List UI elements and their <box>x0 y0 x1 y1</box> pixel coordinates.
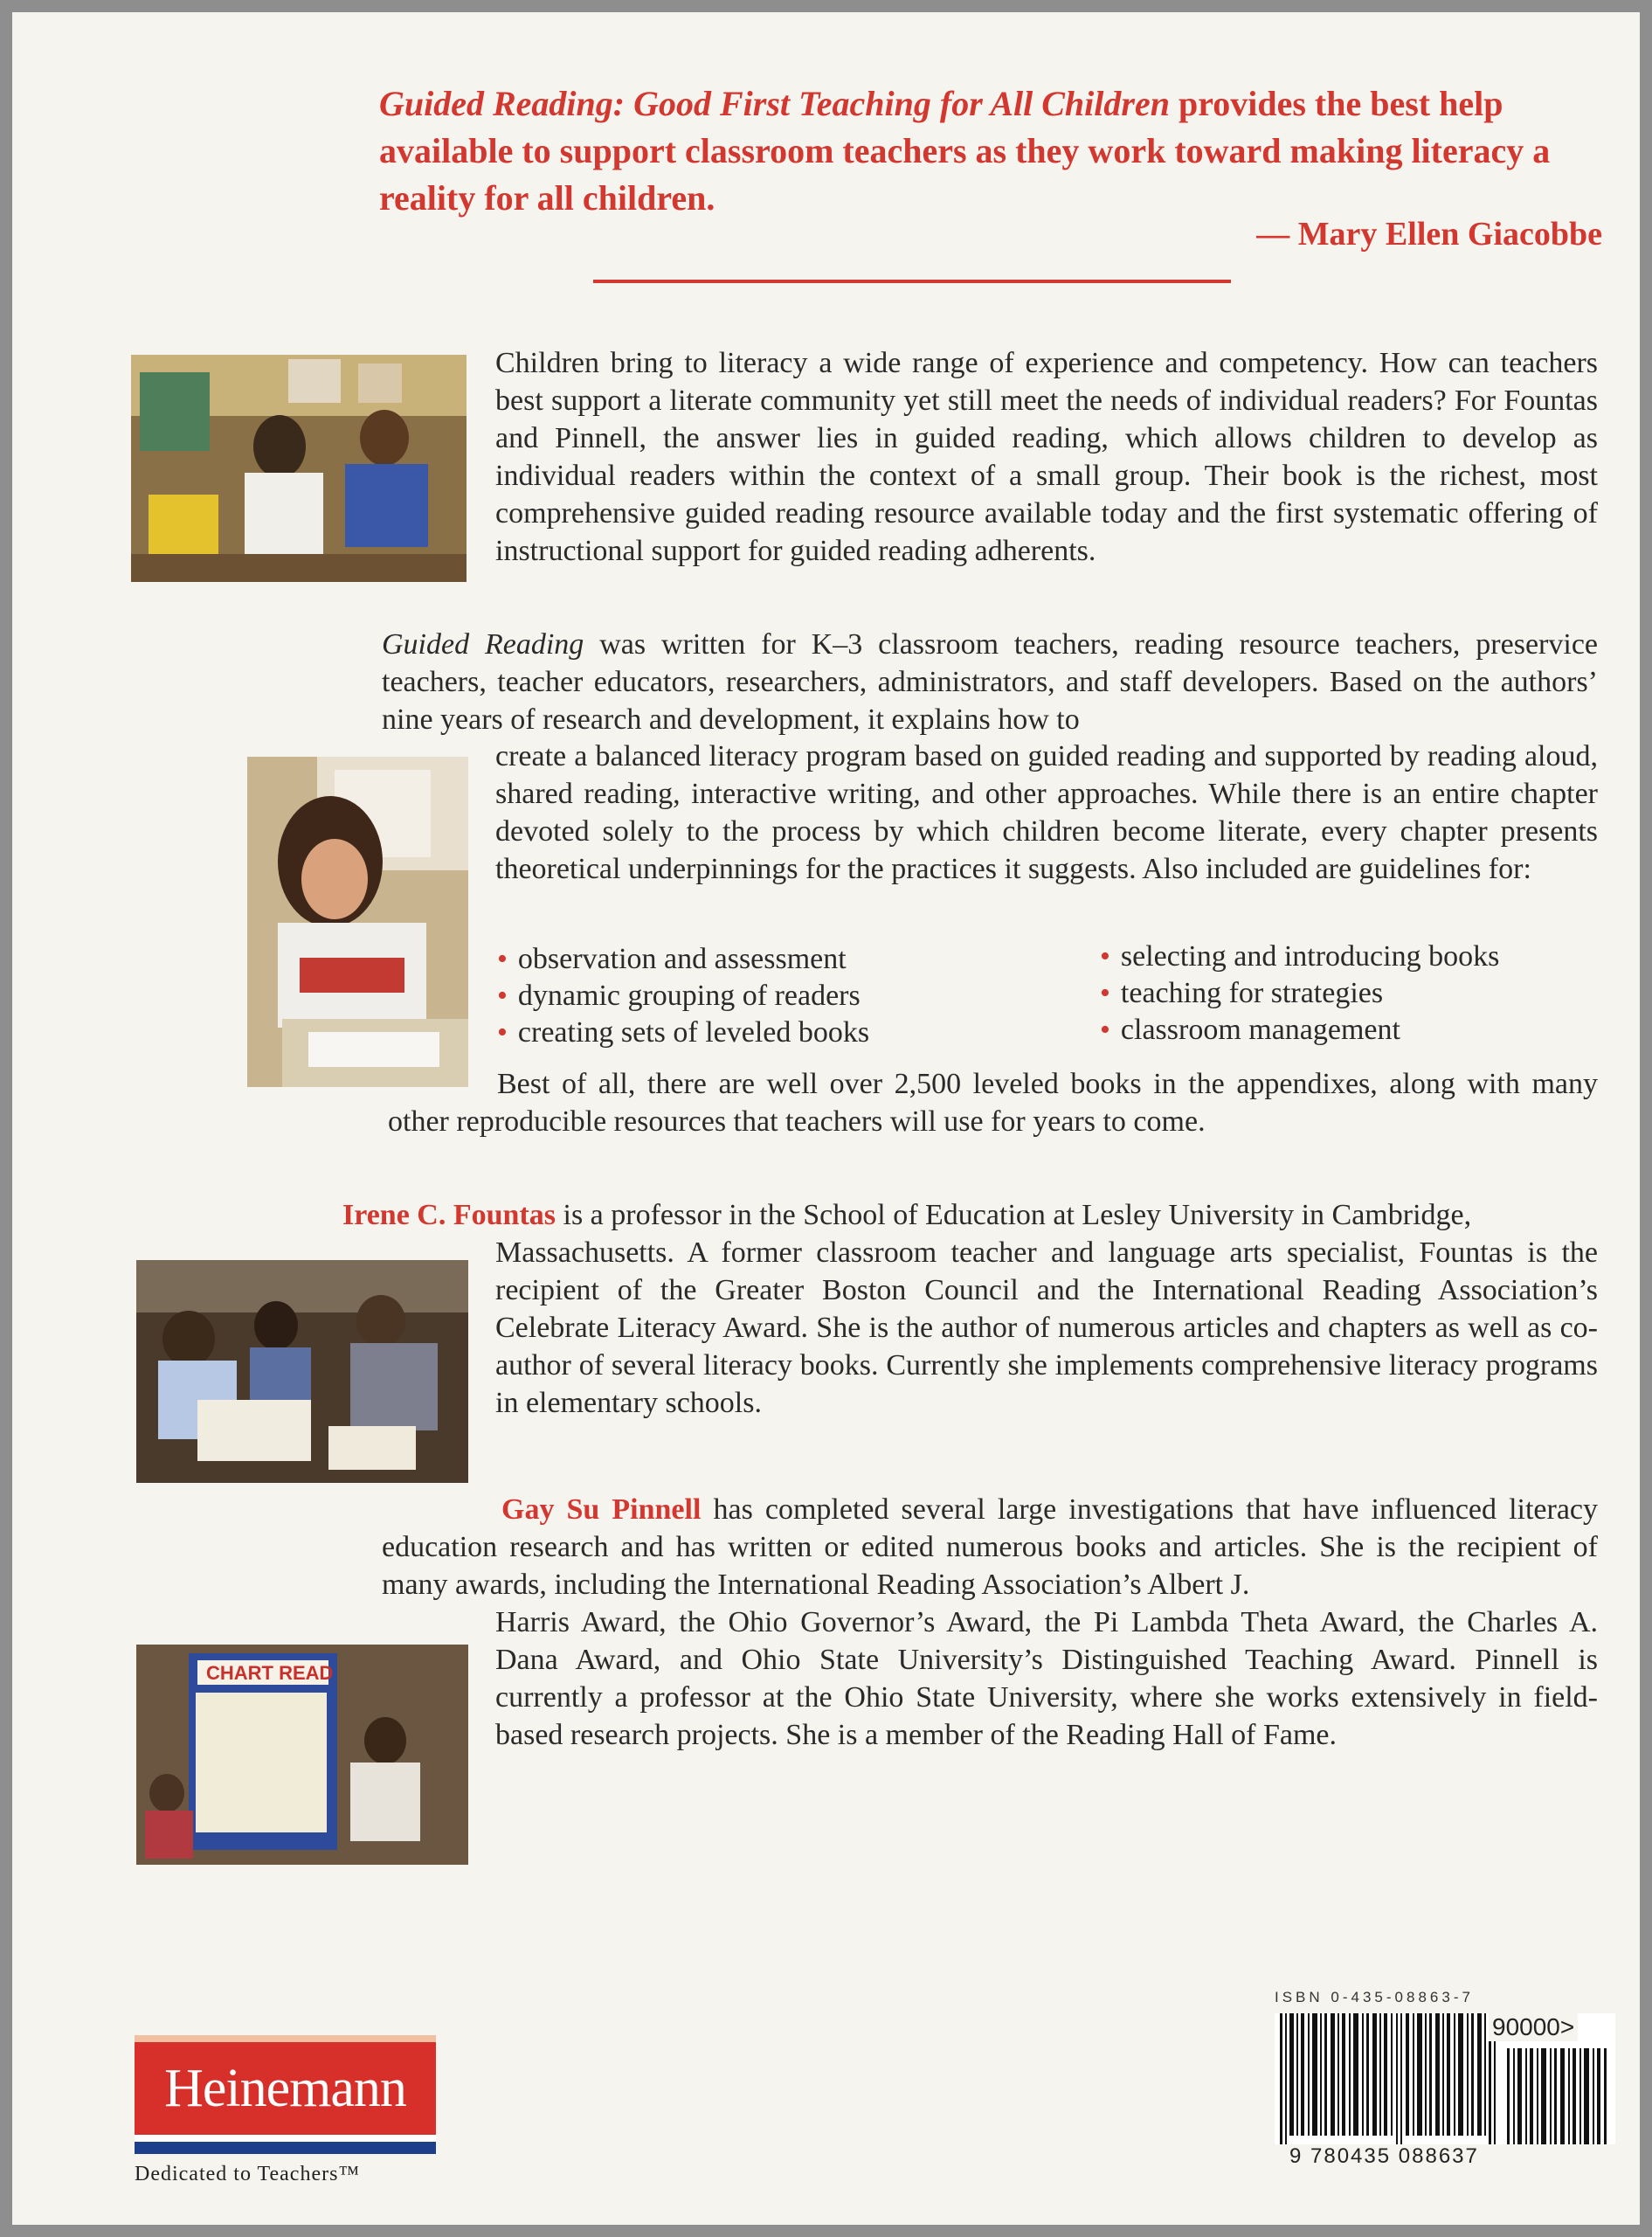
pinnell-name: Gay Su Pinnell <box>501 1493 702 1526</box>
guideline-item: • dynamic grouping of readers <box>497 980 861 1012</box>
guideline-item: • selecting and introducing books <box>1100 940 1500 973</box>
description-book-title: Guided Reading <box>382 628 584 661</box>
publisher-tagline: Dedicated to Teachers™ <box>135 2163 360 2185</box>
fountas-bio-line1: Irene C. Fountas is a professor in the School of Education at Lesley University in Cambridge, <box>342 1199 1472 1231</box>
publisher-name: Heinemann <box>135 2035 436 2135</box>
endorsement-quote <box>379 80 1602 222</box>
description-paragraph-main: create a balanced literacy program based on guided reading and supported by reading aloud, shared reading, interactive writing, and other approaches. While there is an entire chapter devoted solely to the process by which children become literate, every chapter presents theoretical underpinnings for the practices it suggests. Also included are guidelines for: <box>495 740 1598 885</box>
photo-children-on-floor <box>136 1260 468 1483</box>
intro-paragraph: Children bring to literacy a wide range of experience and competency. How can teachers best support a literate community yet still meet the needs of individual readers? For Fountas and Pinnell, the answer lies in guided reading, which allows children to develop as individual readers within the context of a small group. Their book is the richest, most comprehensive guided reading resource available today and the first systematic offering of instructional support for guided reading adherents. <box>495 347 1598 567</box>
logo-stripe-blue <box>135 2142 436 2154</box>
chart-read-sign: CHART READ <box>206 1662 334 1684</box>
fountas-name: Irene C. Fountas <box>342 1199 556 1231</box>
closing-paragraph: Best of all, there are well over 2,500 leveled books in the appendixes, along with many other reproducible resources that teachers will use for years to come. <box>388 1068 1598 1138</box>
guideline-item: • classroom management <box>1100 1014 1400 1046</box>
ean-number: 9 780435 088637 <box>1289 2144 1479 2168</box>
red-divider <box>593 280 1231 283</box>
guideline-item: • creating sets of leveled books <box>497 1016 870 1049</box>
guidelines-list-left <box>497 941 869 1051</box>
quote-book-title: Guided Reading: Good First Teaching for All Children <box>379 84 1170 123</box>
publisher-logo <box>135 2035 436 2186</box>
guidelines-list-right <box>1100 938 1499 1049</box>
quote-attribution: — Mary Ellen Giacobbe <box>1256 216 1602 253</box>
photo-children-reading <box>131 355 467 582</box>
quote-text: provides the best help available to support classroom teachers as they work toward making literacy a reality for all children. <box>379 84 1551 218</box>
guideline-item: • teaching for strategies <box>1100 977 1384 1009</box>
pinnell-bio-top: Gay Su Pinnell has completed several large investigations that have influenced literacy education research and has written or edited numerous books and articles. She is the recipient of many awards, including the International Reading Association’s Albert J. <box>382 1493 1599 1601</box>
guideline-item: • observation and assessment <box>497 943 847 975</box>
logo-stripe-white <box>135 2135 436 2142</box>
description-paragraph-top: Guided Reading was written for K–3 classroom teachers, reading resource teachers, preservice teachers, teacher educators, researchers, administrators, and staff developers. Based on the authors’ nine years of research and development, it explains how to <box>382 628 1598 736</box>
photo-chart-reading <box>136 1645 468 1865</box>
photo-girl-writing <box>247 757 468 1087</box>
fountas-bio: Massachusetts. A former classroom teacher and language arts specialist, Fountas is the recipient of the Greater Boston Council and the International Reading Association’s Celebrate Literacy Award. She is the author of numerous articles and chapters as well as co-author of several literacy books. Currently she implements comprehensive literacy programs in elementary schools. <box>495 1236 1598 1419</box>
pinnell-bio: Harris Award, the Ohio Governor’s Award, the Pi Lambda Theta Award, the Charles A. Dana Award, and Ohio State University’s Distinguished Teaching Award. Pinnell is currently a professor at the Ohio State University, where she works extensively in field-based research projects. She is a member of the Reading Hall of Fame. <box>495 1606 1598 1751</box>
isbn-label: ISBN 0-435-08863-7 <box>1275 1989 1474 2005</box>
price-code: 90000> <box>1489 2013 1578 2041</box>
